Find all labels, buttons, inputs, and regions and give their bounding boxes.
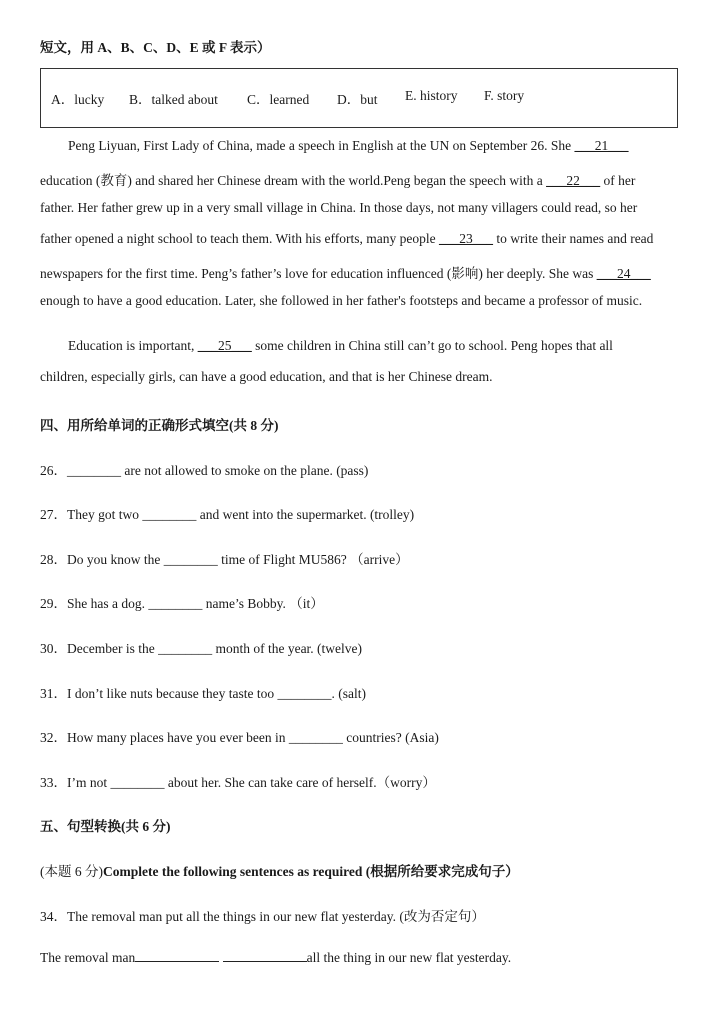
option-a: A．lucky [51,92,105,107]
word-options-box [40,68,678,128]
answer-blank-2[interactable] [223,949,307,962]
passage-line: children, especially girls, can have a good education, and that is her Chinese dream. [40,369,493,384]
option-c: C．learned [247,92,310,107]
blank-23[interactable]: ___23___ [438,231,493,246]
passage-line: enough to have a good education. Later, she followed in her father's footsteps and became a professor of music. [40,293,643,308]
question-34: 34．The removal man put all the things in our new flat yesterday. (改为否定句） [40,909,485,924]
section-3-title: 短文，用 A、B、C、D、E 或 F 表示） [40,40,271,55]
passage-line: newspapers for the first time. Peng’s father’s love for education influenced (影响) her deeply. She was ___24___ [40,266,651,281]
section-4-title: 四、用所给单词的正确形式填空(共 8 分) [40,418,279,433]
option-d: D．but [337,92,378,107]
passage-line: father opened a night school to teach them. With his efforts, many people ___23___ to write their names and read [40,231,654,246]
question-34-answer: The removal man all the thing in our new flat yesterday. [40,950,512,965]
question-31: 31．I don’t like nuts because they taste too ________. (salt) [40,686,366,701]
passage-line: education (教育) and shared her Chinese dream with the world.Peng began the speech with a ___22___ of her [40,173,636,188]
question-33: 33．I’m not ________ about her. She can take care of herself.（worry） [40,775,436,790]
blank-24[interactable]: ___24___ [596,266,651,281]
passage-line: Peng Liyuan, First Lady of China, made a speech in English at the UN on September 26. She ___21___ [68,138,629,153]
option-e: E. history [405,88,458,103]
passage-line: father. Her father grew up in a very small village in China. In those days, not many villagers could read, so her [40,200,638,215]
question-26: 26．________ are not allowed to smoke on the plane. (pass) [40,463,369,478]
blank-22[interactable]: ___22___ [546,173,601,188]
answer-blank-1[interactable] [135,949,219,962]
question-28: 28．Do you know the ________ time of Flight MU586? （arrive） [40,552,409,567]
section-5-instruction: (本题 6 分)Complete the following sentences as required (根据所给要求完成句子） [40,864,519,879]
option-f: F. story [484,88,525,103]
blank-25[interactable]: ___25___ [197,338,252,353]
question-27: 27．They got two ________ and went into the supermarket. (trolley) [40,507,415,522]
question-32: 32．How many places have you ever been in ________ countries? (Asia) [40,730,439,745]
passage-line: Education is important, ___25___ some children in China still can’t go to school. Peng hopes that all [68,338,613,353]
blank-21[interactable]: ___21___ [574,138,629,153]
question-29: 29．She has a dog. ________ name’s Bobby. （it） [40,596,324,611]
option-b: B．talked about [129,92,218,107]
question-30: 30．December is the ________ month of the year. (twelve) [40,641,363,656]
section-5-title: 五、句型转换(共 6 分) [40,819,171,834]
